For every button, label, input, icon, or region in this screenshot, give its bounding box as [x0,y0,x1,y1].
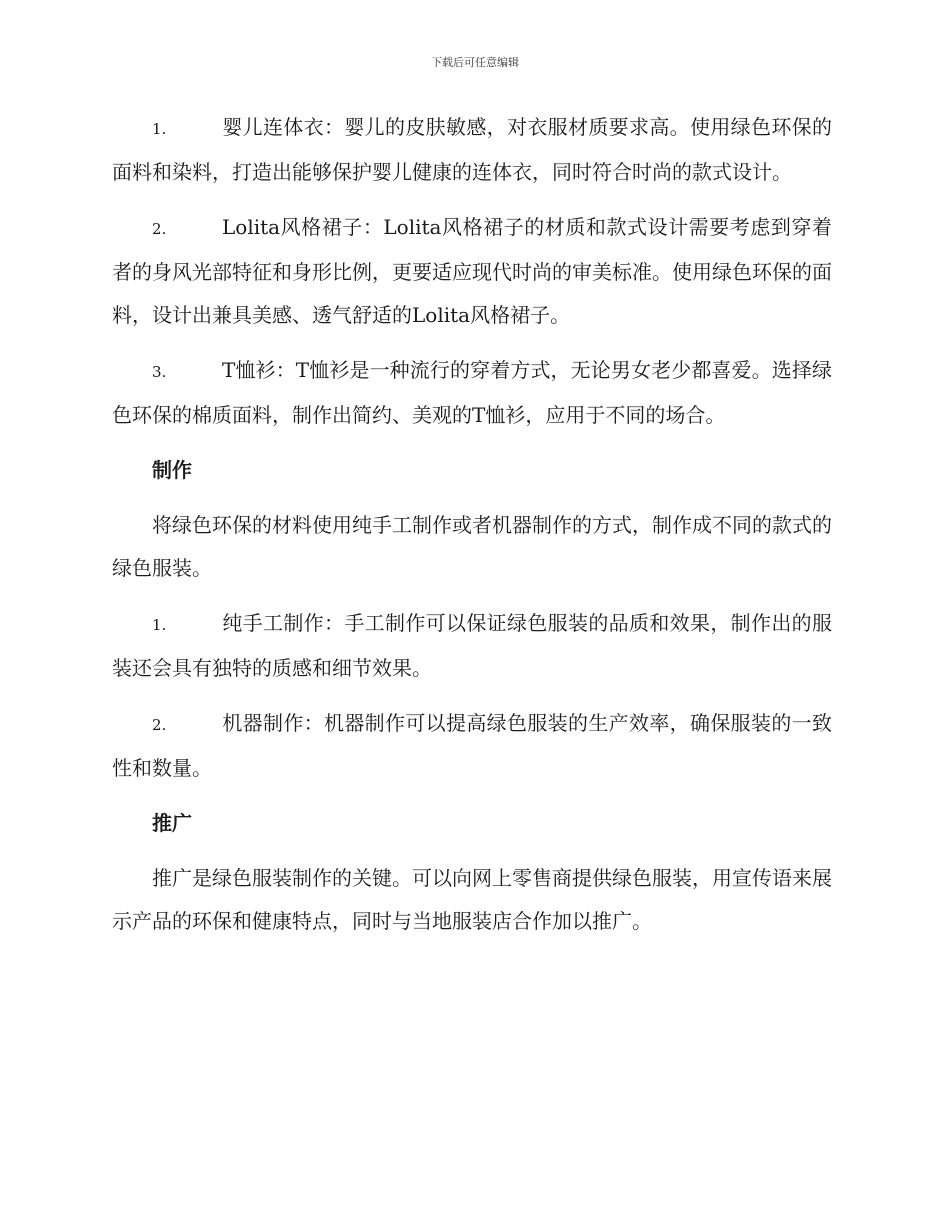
list-item [112,602,832,690]
list-item [112,349,832,437]
list-text: Lolita风格裙子：Lolita风格裙子的材质和款式设计需要考虑到穿着者的身风光部特征和身形比例，更要适应现代时尚的审美标准。使用绿色环保的面料，设计出兼具美感、透气舒适的Lolita风格裙子。 [112,215,832,327]
section-intro: 将绿色环保的材料使用纯手工制作或者机器制作的方式，制作成不同的款式的绿色服装。 [112,513,832,580]
section-paragraph: 推广是绿色服装制作的关键。可以向网上零售商提供绿色服装，用宣传语来展示产品的环保和健康特点，同时与当地服装店合作加以推广。 [112,866,832,933]
list-item [112,702,832,790]
list-item [112,106,832,194]
section-heading-make: 制作 [152,458,192,482]
list-number: 2. [152,716,167,734]
list-text: 纯手工制作：手工制作可以保证绿色服装的品质和效果，制作出的服装还会具有独特的质感和细节效果。 [112,611,832,680]
document-body [112,106,832,955]
list-item [112,206,832,337]
list-number: 2. [152,220,167,238]
list-number: 1. [152,616,167,634]
list-number: 1. [152,120,167,138]
section-heading-promo: 推广 [152,811,192,835]
list-text: 机器制作：机器制作可以提高绿色服装的生产效率，确保服装的一致性和数量。 [112,711,832,780]
list-number: 3. [152,363,167,381]
list-text: T恤衫：T恤衫是一种流行的穿着方式，无论男女老少都喜爱。选择绿色环保的棉质面料，制作出简约、美观的T恤衫，应用于不同的场合。 [112,358,832,427]
page-header: 下载后可任意编辑 [431,56,519,69]
list-text: 婴儿连体衣：婴儿的皮肤敏感，对衣服材质要求高。使用绿色环保的面料和染料，打造出能够保护婴儿健康的连体衣，同时符合时尚的款式设计。 [112,115,832,184]
